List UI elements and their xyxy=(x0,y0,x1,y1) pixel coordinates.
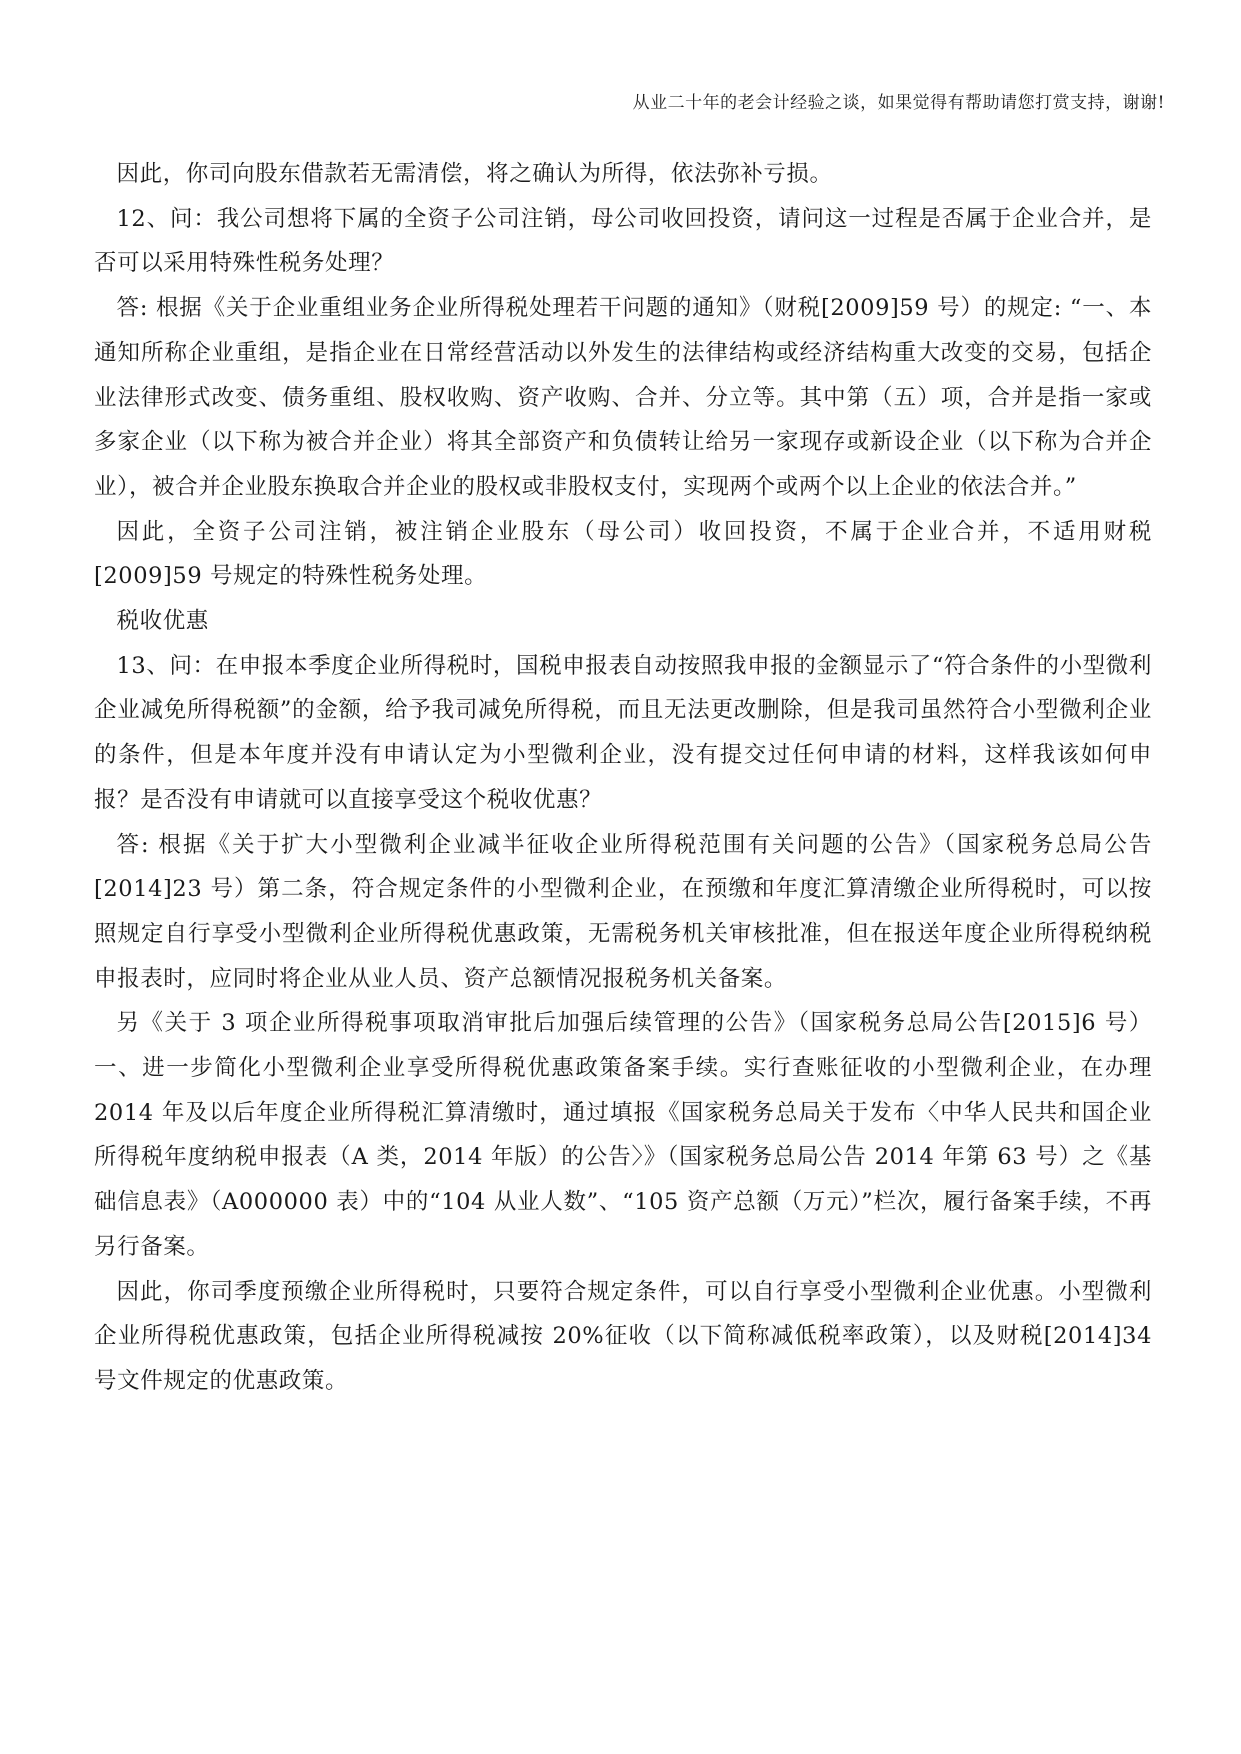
paragraph-conclusion-12: 因此，全资子公司注销，被注销企业股东（母公司）收回投资，不属于企业合并，不适用财税[2009]59 号规定的特殊性税务处理。 xyxy=(94,518,1152,590)
paragraph-supplement-13: 另《关于 3 项企业所得税事项取消审批后加强后续管理的公告》（国家税务总局公告[2015]6 号）一、进一步简化小型微利企业享受所得税优惠政策备案手续。实行查账征收的小型微利企业，在办理 2014 年及以后年度企业所得税汇算清缴时，通过填报《国家税务总局关于发布〈中华人民共和国企业所得税年度纳税申报表（A 类，2014 年版）的公告〉》（国家税务总局公告 2014 年第 63 号）之《基础信息表》（A000000 表）中的“104 从业人数”、“105 资产总额（万元）”栏次，履行备案手续，不再另行备案。 xyxy=(94,1010,1152,1260)
paragraph-answer-12: 答: 根据《关于企业重组业务企业所得税处理若干问题的通知》（财税[2009]59 号）的规定: “一、本通知所称企业重组，是指企业在日常经营活动以外发生的法律结构或经济结构重大改变的交易，包括企业法律形式改变、债务重组、股权收购、资产收购、合并、分立等。其中第（五）项，合并是指一家或多家企业（以下称为被合并企业）将其全部资产和负债转让给另一家现存或新设企业（以下称为合并企业），被合并企业股东换取合并企业的股权或非股权支付，实现两个或两个以上企业的依法合并。” xyxy=(94,295,1152,500)
paragraph-conclusion-13: 因此，你司季度预缴企业所得税时，只要符合规定条件，可以自行享受小型微利企业优惠。小型微利企业所得税优惠政策，包括企业所得税减按 20%征收（以下简称减低税率政策），以及财税[2014]34 号文件规定的优惠政策。 xyxy=(94,1278,1152,1394)
paragraph-question-12: 12、问：我公司想将下属的全资子公司注销，母公司收回投资，请问这一过程是否属于企业合并，是否可以采用特殊性税务处理？ xyxy=(94,205,1152,277)
paragraph-conclusion-loan: 因此，你司向股东借款若无需清偿，将之确认为所得，依法弥补亏损。 xyxy=(116,161,833,187)
header-note: 从业二十年的老会计经验之谈，如果觉得有帮助请您打赏支持，谢谢! xyxy=(632,93,1165,113)
section-heading-tax-incentives: 税收优惠 xyxy=(116,608,209,635)
document-body xyxy=(94,152,1152,1404)
paragraph-answer-13: 答: 根据《关于扩大小型微利企业减半征收企业所得税范围有关问题的公告》（国家税务总局公告[2014]23 号）第二条，符合规定条件的小型微利企业，在预缴和年度汇算清缴企业所得税时，可以按照规定自行享受小型微利企业所得税优惠政策，无需税务机关审核批准，但在报送年度企业所得税纳税申报表时，应同时将企业从业人员、资产总额情况报税务机关备案。 xyxy=(94,831,1152,992)
paragraph-question-13: 13、问：在申报本季度企业所得税时，国税申报表自动按照我申报的金额显示了“符合条件的小型微利企业减免所得税额”的金额，给予我司减免所得税，而且无法更改删除，但是我司虽然符合小型微利企业的条件，但是本年度并没有申请认定为小型微利企业，没有提交过任何申请的材料，这样我该如何申报？是否没有申请就可以直接享受这个税收优惠？ xyxy=(94,652,1152,813)
